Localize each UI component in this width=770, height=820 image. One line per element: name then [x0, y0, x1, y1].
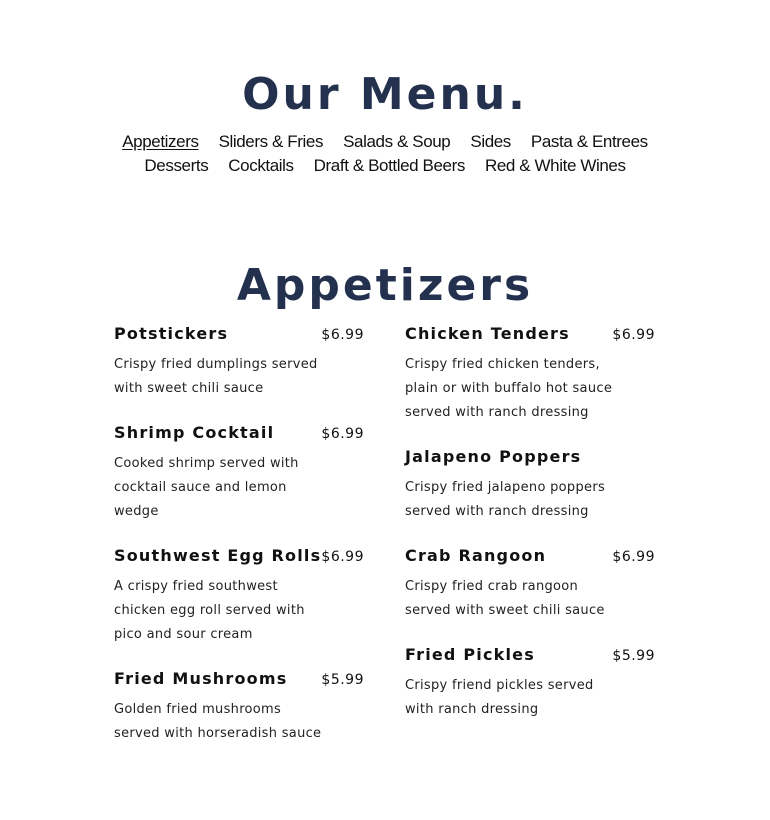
menu-item-potstickers [114, 324, 366, 401]
menu-item-price: $5.99 [321, 672, 364, 688]
menu-item-price: $6.99 [321, 426, 364, 442]
menu-category-nav [0, 130, 770, 178]
nav-row-1 [0, 130, 770, 154]
menu-item-name: Chicken Tenders [405, 324, 570, 343]
menu-item-chicken-tenders [405, 324, 657, 425]
menu-item-name: Potstickers [114, 324, 229, 343]
nav-link-draft-bottled-beers[interactable]: Draft & Bottled Beers [313, 156, 465, 175]
menu-item-jalapeno-poppers [405, 447, 657, 524]
menu-item-crab-rangoon [405, 546, 657, 623]
menu-item-description: A crispy fried southwest chicken egg roll served with pico and sour cream [114, 579, 305, 642]
nav-link-desserts[interactable]: Desserts [144, 156, 209, 175]
menu-item-shrimp-cocktail [114, 423, 366, 524]
nav-link-pasta-entrees[interactable]: Pasta & Entrees [530, 132, 648, 151]
menu-item-price: $6.99 [612, 327, 655, 343]
nav-link-cocktails[interactable]: Cocktails [228, 156, 294, 175]
menu-item-fried-pickles [405, 645, 657, 722]
nav-row-2 [0, 154, 770, 178]
menu-item-price: $5.99 [612, 648, 655, 664]
section-title: Appetizers [236, 259, 534, 311]
nav-link-sides[interactable]: Sides [470, 132, 511, 151]
menu-item-price: $6.99 [321, 327, 364, 343]
nav-link-salads-soup[interactable]: Salads & Soup [343, 132, 451, 151]
page-title: Our Menu. [242, 69, 528, 121]
menu-item-price: $6.99 [612, 549, 655, 565]
menu-column-left [114, 324, 366, 768]
menu-item-fried-mushrooms [114, 669, 366, 746]
menu-item-description: Crispy friend pickles served with ranch dressing [405, 678, 594, 717]
menu-item-name: Fried Pickles [405, 645, 535, 664]
menu-item-southwest-egg-rolls [114, 546, 366, 647]
nav-link-red-white-wines[interactable]: Red & White Wines [484, 156, 626, 175]
menu-item-description: Crispy fried crab rangoon served with sweet chili sauce [405, 579, 605, 618]
menu-item-price: $6.99 [321, 549, 364, 565]
menu-item-name: Shrimp Cocktail [114, 423, 275, 442]
menu-item-name: Jalapeno Poppers [405, 447, 582, 466]
menu-item-name: Southwest Egg Rolls [114, 546, 322, 565]
menu-item-description: Crispy fried chicken tenders, plain or with buffalo hot sauce served with ranch dressing [405, 357, 613, 420]
menu-column-right [405, 324, 657, 744]
menu-item-name: Crab Rangoon [405, 546, 547, 565]
nav-link-appetizers[interactable]: Appetizers [122, 132, 199, 151]
menu-item-description: Crispy fried dumplings served with sweet chili sauce [114, 357, 318, 396]
nav-link-sliders-fries[interactable]: Sliders & Fries [218, 132, 324, 151]
menu-item-description: Crispy fried jalapeno poppers served with ranch dressing [405, 480, 606, 519]
menu-item-description: Cooked shrimp served with cocktail sauce and lemon wedge [114, 456, 299, 519]
menu-item-description: Golden fried mushrooms served with horseradish sauce [114, 702, 322, 741]
menu-item-name: Fried Mushrooms [114, 669, 288, 688]
